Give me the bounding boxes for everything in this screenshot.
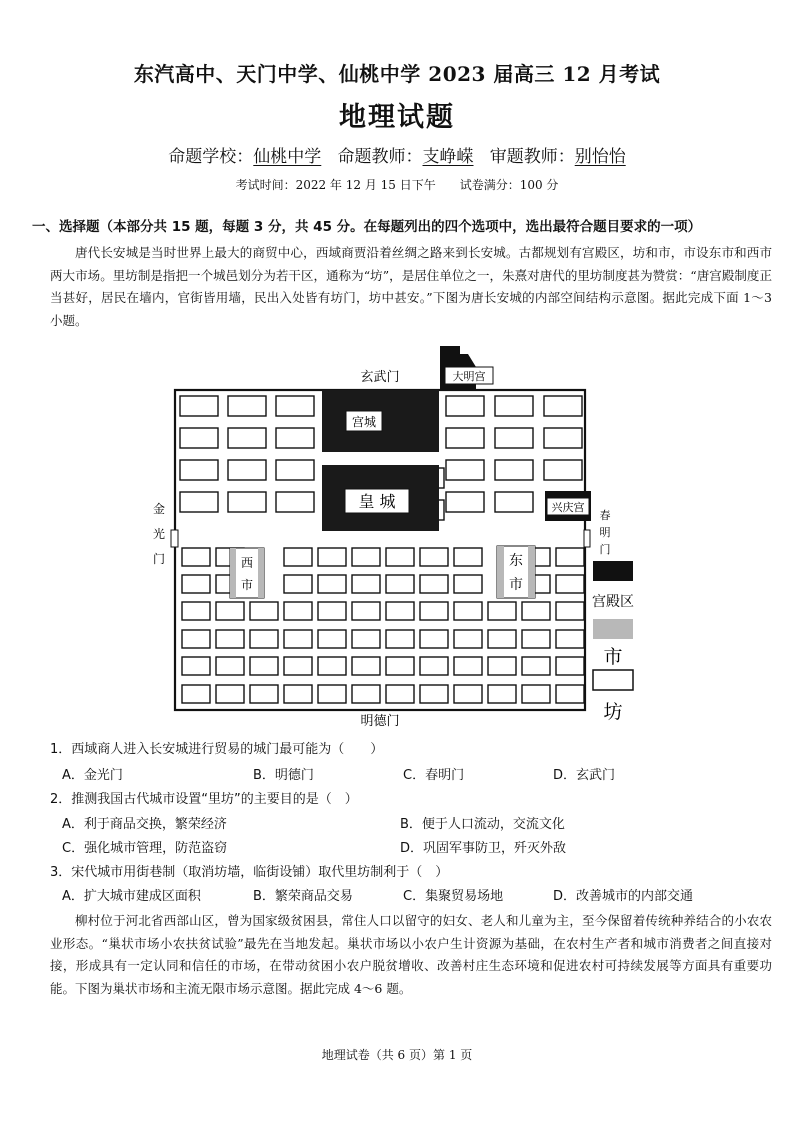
ward-block xyxy=(250,657,278,675)
ward-block xyxy=(544,428,582,448)
ward-block xyxy=(454,575,482,593)
xingqinggong-label: 兴庆宫 xyxy=(551,501,585,514)
ward-block xyxy=(420,575,448,593)
ward-block xyxy=(284,685,312,703)
ward-block xyxy=(420,602,448,620)
ward-block xyxy=(495,396,533,416)
ward-block xyxy=(284,575,312,593)
ward-block xyxy=(182,685,210,703)
ward-block xyxy=(446,428,484,448)
ward-block xyxy=(556,548,584,566)
west-market-char-1: 西 xyxy=(240,556,254,570)
ward-block xyxy=(182,630,210,648)
gate-jinguang-char-1: 金 xyxy=(152,502,166,516)
legend-market-swatch xyxy=(593,619,633,639)
ward-block xyxy=(228,460,266,480)
ward-block xyxy=(454,602,482,620)
ward-block xyxy=(318,602,346,620)
ward-block xyxy=(228,428,266,448)
ward-block xyxy=(180,428,218,448)
ward-block xyxy=(180,460,218,480)
ward-block xyxy=(386,630,414,648)
ward-block xyxy=(454,685,482,703)
ward-block xyxy=(454,548,482,566)
gate-xuanwu: 玄武门 xyxy=(360,370,400,385)
question-3-stem: 3．宋代城市用街巷制（取消坊墙，临街设铺）取代里坊制利于（ ） xyxy=(50,865,449,880)
ward-block xyxy=(182,575,210,593)
ward-block xyxy=(284,602,312,620)
ward-block xyxy=(556,575,584,593)
ward-block xyxy=(216,657,244,675)
ward-block xyxy=(250,685,278,703)
gate-jinguang-marker xyxy=(171,530,178,547)
ward-block xyxy=(228,492,266,512)
subject-title: 地理试题 xyxy=(339,102,455,133)
ward-block xyxy=(386,575,414,593)
gongcheng-label: 宫城 xyxy=(351,415,377,429)
gate-jinguang-char-3: 门 xyxy=(152,552,166,566)
q1-option-b: B．明德门 xyxy=(253,768,314,783)
legend-palace-label: 宫殿区 xyxy=(592,594,634,610)
ward-block xyxy=(522,657,550,675)
ward-block xyxy=(228,396,266,416)
exam-title: 东汽高中、天门中学、仙桃中学 2023 届高三 12 月考试 xyxy=(133,62,661,86)
ward-block xyxy=(318,657,346,675)
east-market-stripe-right xyxy=(528,546,535,598)
ward-block xyxy=(495,460,533,480)
ward-block xyxy=(420,630,448,648)
ward-block xyxy=(250,630,278,648)
ward-block xyxy=(276,460,314,480)
ward-block xyxy=(488,657,516,675)
ward-block xyxy=(522,602,550,620)
ward-block xyxy=(216,602,244,620)
q3-option-a: A．扩大城市建成区面积 xyxy=(62,889,201,904)
ward-block xyxy=(318,548,346,566)
ward-block xyxy=(352,685,380,703)
east-market-char-2: 市 xyxy=(509,577,523,593)
ward-block xyxy=(386,548,414,566)
gate-mingde: 明德门 xyxy=(360,714,400,729)
ward-block xyxy=(318,575,346,593)
ward-block xyxy=(284,657,312,675)
ward-block xyxy=(446,492,484,512)
ward-block xyxy=(276,492,314,512)
ward-block xyxy=(488,685,516,703)
q3-option-c: C．集聚贸易场地 xyxy=(403,889,504,904)
ward-block xyxy=(386,657,414,675)
ward-block xyxy=(182,548,210,566)
passage-2: 柳村位于河北省西部山区，曾为国家级贫困县，常住人口以留守的妇女、老人和儿童为主，至今保留着传统种养结合的小农农业形态。“巢状市场小农扶贫试验”最先在当地发起。巢状市场以小农户生计资源为基础，在农村生产者和城市消费者之间直接对接，形成具有一定认同和信任的市场，在带动贫困小农户脱贫增收、改善村庄生态环境和促进农村可持续发展等方面具有重要功能。下图为巢状市场和主流无限市场示意图。据此完成 4～6 题。 xyxy=(50,913,772,996)
page-footer: 地理试卷（共 6 页）第 1 页 xyxy=(321,1048,473,1062)
ward-block xyxy=(488,630,516,648)
creators-line xyxy=(0,142,794,167)
ward-block xyxy=(276,396,314,416)
q3-option-d: D．改善城市的内部交通 xyxy=(553,889,694,904)
section-heading: 一、选择题（本部分共 15 题，每题 3 分，共 45 分。在每题列出的四个选项中，选出最符合题目要求的一项） xyxy=(32,219,702,235)
ward-block xyxy=(180,396,218,416)
west-market-stripe-left xyxy=(230,548,236,598)
creator-reviewer: 别怡怡 xyxy=(574,147,626,167)
gate-chunming-char-3: 门 xyxy=(599,543,611,556)
q2-option-c: C．强化城市管理，防范盗窃 xyxy=(62,841,228,856)
ward-block xyxy=(182,602,210,620)
q2-option-a: A．利于商品交换，繁荣经济 xyxy=(62,817,227,832)
daminggong-label: 大明宫 xyxy=(452,370,486,383)
creator-school: 仙桃中学 xyxy=(253,147,322,167)
ward-block xyxy=(352,630,380,648)
legend-market-label: 市 xyxy=(603,646,623,668)
ward-block xyxy=(556,602,584,620)
gate-chunming-char-2: 明 xyxy=(599,526,611,539)
gate-jinguang-char-2: 光 xyxy=(152,527,166,541)
ward-block xyxy=(352,657,380,675)
ward-block xyxy=(318,685,346,703)
ward-block xyxy=(216,685,244,703)
ward-block xyxy=(544,396,582,416)
question-2-stem: 2．推测我国古代城市设置“里坊”的主要目的是（ ） xyxy=(50,792,358,807)
legend-ward-label: 坊 xyxy=(603,701,623,723)
ward-block xyxy=(454,657,482,675)
creator-label-teacher: 命题教师： xyxy=(337,147,423,167)
ward-block xyxy=(454,630,482,648)
q1-option-d: D．玄武门 xyxy=(553,768,616,783)
west-market-stripe-right xyxy=(258,548,264,598)
ward-block xyxy=(386,602,414,620)
gate-chunming-char-1: 春 xyxy=(599,509,611,522)
changan-map xyxy=(150,343,634,735)
q2-option-b: B．便于人口流动，交流文化 xyxy=(400,817,565,832)
exam-info: 考试时间：2022 年 12 月 15 日下午 试卷满分：100 分 xyxy=(235,178,559,192)
creator-teacher: 支峥嵘 xyxy=(422,147,474,167)
q2-option-d: D．巩固军事防卫，歼灭外敌 xyxy=(400,841,567,856)
ward-block xyxy=(276,428,314,448)
q1-option-a: A．金光门 xyxy=(62,768,123,783)
ward-block xyxy=(180,492,218,512)
ward-block xyxy=(216,630,244,648)
legend-ward-swatch xyxy=(593,670,633,690)
creator-label-reviewer: 审题教师： xyxy=(489,147,575,167)
ward-block xyxy=(495,492,533,512)
ward-block xyxy=(352,602,380,620)
west-market-char-2: 市 xyxy=(240,578,254,592)
ward-block xyxy=(446,460,484,480)
ward-block xyxy=(352,575,380,593)
ward-block xyxy=(352,548,380,566)
ward-block xyxy=(556,657,584,675)
q3-option-b: B．繁荣商品交易 xyxy=(253,889,353,904)
ward-block xyxy=(386,685,414,703)
east-market-stripe-left xyxy=(497,546,504,598)
ward-block xyxy=(420,548,448,566)
creator-label-school: 命题学校： xyxy=(168,147,254,167)
ward-block xyxy=(522,685,550,703)
ward-block xyxy=(420,685,448,703)
passage-1: 唐代长安城是当时世界上最大的商贸中心，西域商贾沿着丝绸之路来到长安城。古都规划有宫殿区，坊和市，市设东市和西市两大市场。里坊制是指把一个城邑划分为若干区，通称为“坊”，是居住单位之一，朱熹对唐代的里坊制度甚为赞赏：“唐宫殿制度正当甚好，居民在墙内，官街皆用墙，民出入处皆有坊门，坊中甚安。”下图为唐长安城的内部空间结构示意图。据此完成下面 1～3 小题。 xyxy=(50,245,772,328)
ward-block xyxy=(488,602,516,620)
ward-block xyxy=(182,657,210,675)
gate-chunming-marker xyxy=(584,530,590,547)
ward-block xyxy=(495,428,533,448)
legend-palace-swatch xyxy=(593,561,633,581)
ward-block xyxy=(250,602,278,620)
ward-block xyxy=(318,630,346,648)
ward-block xyxy=(544,460,582,480)
ward-block xyxy=(446,396,484,416)
q1-option-c: C．春明门 xyxy=(403,768,465,783)
ward-block xyxy=(420,657,448,675)
ward-block xyxy=(522,630,550,648)
ward-block xyxy=(556,685,584,703)
ward-block xyxy=(284,548,312,566)
ward-block xyxy=(556,630,584,648)
question-1-stem: 1．西域商人进入长安城进行贸易的城门最可能为（ ） xyxy=(50,742,384,757)
ward-block xyxy=(284,630,312,648)
huangcheng-label: 皇 城 xyxy=(358,492,396,511)
east-market-char-1: 东 xyxy=(509,553,523,569)
